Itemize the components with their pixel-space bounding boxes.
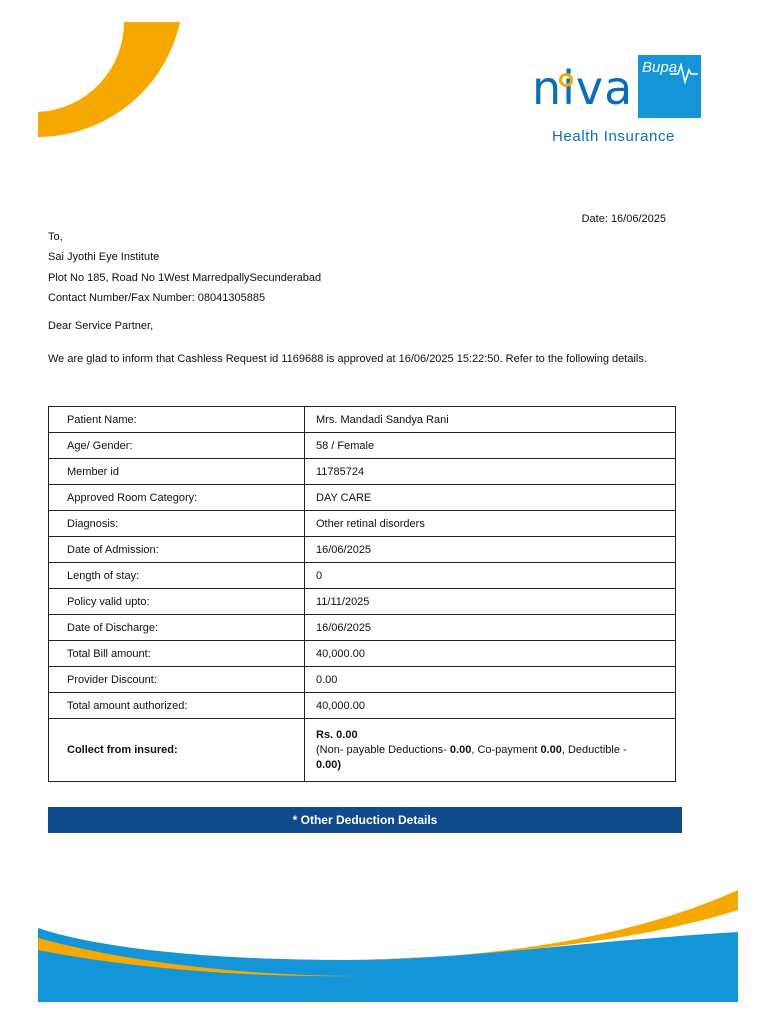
row-value: 0.00 xyxy=(305,667,676,693)
non-payable-value: 0.00 xyxy=(449,743,472,756)
intro-text xyxy=(48,353,647,365)
row-label: Age/ Gender: xyxy=(49,433,305,459)
collect-value xyxy=(305,719,676,782)
copay-value: 0.00 xyxy=(540,743,562,756)
recipient-name: Sai Jyothi Eye Institute xyxy=(48,251,160,264)
row-value: Other retinal disorders xyxy=(305,511,676,537)
table-row xyxy=(49,615,676,641)
decorative-waves xyxy=(38,880,738,1002)
greeting: Dear Service Partner, xyxy=(48,320,154,332)
table-row xyxy=(49,537,676,563)
date-label: Date: xyxy=(581,213,608,225)
table-row xyxy=(49,511,676,537)
letter-date xyxy=(582,213,666,225)
row-value: DAY CARE xyxy=(305,485,676,511)
row-value: 40,000.00 xyxy=(305,641,676,667)
bupa-badge xyxy=(638,55,701,118)
row-label: Total amount authorized: xyxy=(49,693,305,719)
row-label: Date of Admission: xyxy=(49,537,305,563)
table-row xyxy=(49,485,676,511)
logo-dot-icon xyxy=(559,73,573,87)
salutation-to: To, xyxy=(48,231,63,243)
row-label: Diagnosis: xyxy=(49,511,305,537)
approval-details-table xyxy=(48,406,676,782)
non-payable-label: (Non- payable Deductions- xyxy=(316,743,447,756)
row-value: Mrs. Mandadi Sandya Rani xyxy=(305,407,676,433)
row-label: Date of Discharge: xyxy=(49,615,305,641)
bupa-wordmark: Bupa xyxy=(642,59,678,76)
row-label: Patient Name: xyxy=(49,407,305,433)
collect-label: Collect from insured: xyxy=(49,719,305,782)
table-row xyxy=(49,589,676,615)
table-row xyxy=(49,407,676,433)
table-row xyxy=(49,459,676,485)
row-value: 40,000.00 xyxy=(305,693,676,719)
logo-tagline: Health Insurance xyxy=(552,128,676,145)
copay-label: , Co-payment xyxy=(471,743,538,756)
row-label: Policy valid upto: xyxy=(49,589,305,615)
intro-part1: We are glad to inform that Cashless Request id xyxy=(48,353,279,365)
table-row xyxy=(49,693,676,719)
row-label: Total Bill amount: xyxy=(49,641,305,667)
decorative-arc xyxy=(0,0,190,150)
deductible-label: , Deductible - xyxy=(561,743,627,756)
collect-row xyxy=(49,719,676,782)
row-value: 16/06/2025 xyxy=(305,615,676,641)
table-row xyxy=(49,667,676,693)
row-value: 11785724 xyxy=(305,459,676,485)
heartbeat-icon xyxy=(668,60,700,86)
row-label: Member id xyxy=(49,459,305,485)
table-row xyxy=(49,563,676,589)
niva-bupa-logo xyxy=(530,55,695,150)
row-value: 0 xyxy=(305,563,676,589)
date-value: 16/06/2025 xyxy=(610,213,666,225)
recipient-address: Plot No 185, Road No 1West MarredpallySecunderabad xyxy=(48,271,322,284)
intro-part2: is approved at 16/06/2025 15:22:50. Refer to the following details. xyxy=(326,353,647,365)
collect-amount: Rs. 0.00 xyxy=(316,728,358,741)
table-row xyxy=(49,433,676,459)
request-id: 1169688 xyxy=(281,353,324,365)
contact-label: Contact Number/Fax Number: xyxy=(48,291,195,304)
row-value: 58 / Female xyxy=(305,433,676,459)
row-value: 11/11/2025 xyxy=(305,589,676,615)
deductible-value: 0.00) xyxy=(316,758,342,771)
row-label: Approved Room Category: xyxy=(49,485,305,511)
contact-line xyxy=(48,288,321,308)
row-value: 16/06/2025 xyxy=(305,537,676,563)
logo-wordmark: niva xyxy=(532,61,634,115)
deduction-section-header: * Other Deduction Details xyxy=(48,807,682,833)
recipient-block xyxy=(48,227,321,308)
row-label: Length of stay: xyxy=(49,563,305,589)
table-row xyxy=(49,641,676,667)
contact-number: 08041305885 xyxy=(197,291,266,304)
row-label: Provider Discount: xyxy=(49,667,305,693)
